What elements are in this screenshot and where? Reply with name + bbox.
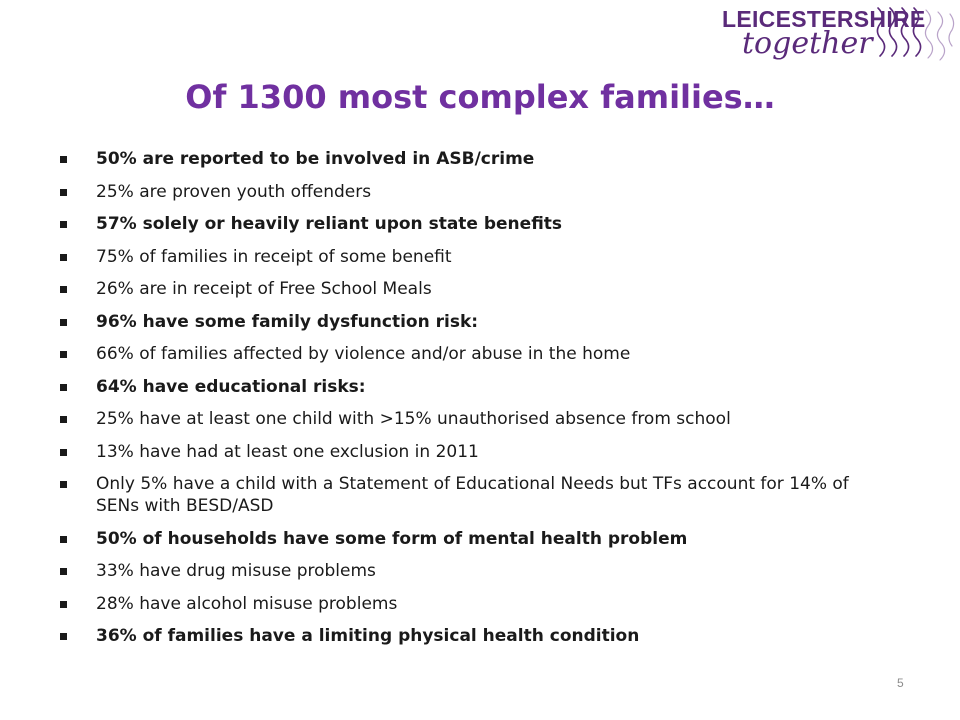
bullet-text: 66% of families affected by violence and/or abuse in the home [96,344,631,364]
square-bullet-icon [60,633,67,640]
bullet-text: Only 5% have a child with a Statement of Educational Needs but TFs account for 14% of SENs with BESD/ASD [96,474,849,516]
bullet-item [58,311,878,333]
bullet-text: 28% have alcohol misuse problems [96,593,398,614]
square-bullet-icon [60,601,67,608]
bullet-text: 75% of families in receipt of some benefit [96,246,452,267]
square-bullet-icon [60,286,67,293]
bullet-text: 26% are in receipt of Free School Meals [96,279,432,299]
bullet-text: 50% of households have some form of mental health problem [96,528,688,549]
bullet-item [58,408,878,430]
square-bullet-icon [60,536,67,543]
bullet-item [58,181,878,203]
square-bullet-icon [60,481,67,488]
bullet-text: 33% have drug misuse problems [96,561,376,581]
bullet-list [58,148,878,658]
bullet-text: 96% have some family dysfunction risk: [96,311,479,332]
square-bullet-icon [60,254,67,261]
bullet-item [58,376,878,398]
bullet-item [58,278,878,300]
logo-tagline: together [742,26,873,61]
square-bullet-icon [60,189,67,196]
page-number: 5 [897,676,904,690]
bullet-item [58,593,878,615]
bullet-item [58,343,878,365]
bullet-text: 36% of families have a limiting physical health condition [96,626,640,646]
square-bullet-icon [60,221,67,228]
bullet-item [58,528,878,550]
bullet-text: 50% are reported to be involved in ASB/crime [96,149,535,169]
bullet-text: 13% have had at least one exclusion in 2011 [96,441,479,462]
square-bullet-icon [60,319,67,326]
square-bullet-icon [60,568,67,575]
square-bullet-icon [60,351,67,358]
square-bullet-icon [60,384,67,391]
slide-title: Of 1300 most complex families… [185,78,775,116]
bullet-text: 25% are proven youth offenders [96,181,372,202]
bullet-text: 64% have educational risks: [96,376,366,397]
square-bullet-icon [60,156,67,163]
square-bullet-icon [60,416,67,423]
logo-swirl-icon [872,4,958,66]
bullet-item [58,213,878,235]
logo-wordmark: LEICESTERSHIRE [722,6,926,32]
bullet-item [58,441,878,463]
bullet-item [58,246,878,268]
bullet-item [58,560,878,582]
bullet-item [58,625,878,647]
bullet-text: 25% have at least one child with >15% unauthorised absence from school [96,409,731,429]
bullet-text: 57% solely or heavily reliant upon state benefits [96,214,563,234]
bullet-item [58,473,878,517]
square-bullet-icon [60,449,67,456]
bullet-item [58,148,878,170]
logo [722,4,958,70]
